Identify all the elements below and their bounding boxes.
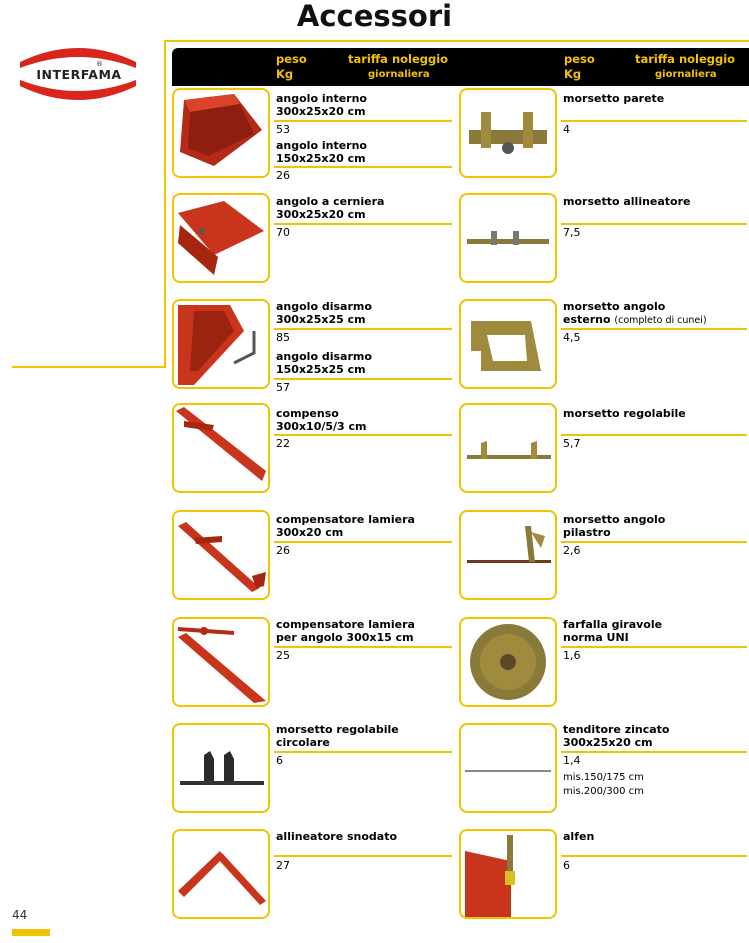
logo-text: INTERFAMA (36, 67, 122, 82)
item-name: angolo interno (276, 139, 367, 152)
item-name: morsetto allineatore (563, 195, 691, 208)
row-line (561, 328, 747, 330)
item-name: tenditore zincato (563, 723, 670, 736)
product-image-compensatore-angolo (172, 617, 270, 707)
header-right-tariff-sub: giornaliera (655, 69, 717, 80)
item-name: farfalla giravole (563, 618, 663, 631)
product-image-morsetto-angolo-esterno (459, 299, 557, 389)
item-size: 150x25x20 cm (276, 152, 366, 165)
item-size (563, 314, 707, 327)
item-name: morsetto angolo (563, 300, 666, 313)
item-name: angolo a cerniera (276, 195, 385, 208)
item-weight: 4,5 (563, 331, 581, 344)
table-header (172, 48, 749, 86)
row-line (274, 328, 452, 330)
item-name: alfen (563, 830, 595, 843)
item-weight: 26 (276, 169, 290, 182)
item-weight: 53 (276, 123, 290, 136)
item-size: per angolo 300x15 cm (276, 631, 414, 644)
item-size: 150x25x25 cm (276, 363, 366, 376)
row-line (561, 120, 747, 122)
item-name: angolo disarmo (276, 350, 372, 363)
item-name: morsetto regolabile (563, 407, 686, 420)
item-size: 300x25x20 cm (563, 736, 653, 749)
product-image-alfen (459, 829, 557, 919)
page-number-bar (12, 929, 50, 936)
item-extra: mis.150/175 cm (563, 772, 644, 783)
row-line (561, 855, 747, 857)
header-left-weight-unit: Kg (276, 67, 294, 81)
header-left-weight: peso (276, 52, 307, 66)
product-image-angolo-disarmo (172, 299, 270, 389)
interfama-logo (12, 40, 144, 110)
row-line (274, 751, 452, 753)
item-name: compensatore lamiera (276, 513, 415, 526)
row-line (561, 751, 747, 753)
product-image-morsetto-pilastro (459, 510, 557, 600)
product-image-morsetto-allineatore (459, 193, 557, 283)
header-right-tariff: tariffa noleggio (635, 52, 736, 66)
item-weight: 7,5 (563, 226, 581, 239)
item-name: angolo disarmo (276, 300, 372, 313)
row-line (274, 855, 452, 857)
row-line (274, 223, 452, 225)
product-image-morsetto-regolabile (459, 403, 557, 493)
row-line (561, 541, 747, 543)
row-line (274, 434, 452, 436)
header-right-weight-unit: Kg (564, 67, 582, 81)
product-image-morsetto-parete (459, 88, 557, 178)
row-line (274, 646, 452, 648)
item-weight: 1,6 (563, 649, 581, 662)
item-size: 300x25x20 cm (276, 105, 366, 118)
item-name: allineatore snodato (276, 830, 398, 843)
item-name: morsetto angolo (563, 513, 666, 526)
row-line (274, 120, 452, 122)
row-line (274, 541, 452, 543)
product-image-farfalla-giravole (459, 617, 557, 707)
product-image-angolo-interno (172, 88, 270, 178)
item-name: morsetto parete (563, 92, 665, 105)
item-weight: 22 (276, 437, 290, 450)
item-weight: 1,4 (563, 754, 581, 767)
frame-top-line (164, 40, 749, 42)
item-name: angolo interno (276, 92, 367, 105)
row-line (561, 223, 747, 225)
item-size: 300x20 cm (276, 526, 344, 539)
item-weight: 6 (276, 754, 283, 767)
row-line (274, 378, 452, 380)
row-line (274, 166, 452, 168)
item-extra: mis.200/300 cm (563, 786, 644, 797)
frame-left-line (164, 40, 166, 368)
item-size: norma UNI (563, 631, 629, 644)
product-image-tenditore-zincato (459, 723, 557, 813)
page-title: Accessori (296, 0, 453, 33)
header-left-tariff: tariffa noleggio (348, 52, 449, 66)
item-size: 300x10/5/3 cm (276, 420, 367, 433)
item-weight: 27 (276, 859, 290, 872)
product-image-morsetto-circolare (172, 723, 270, 813)
item-weight: 85 (276, 331, 290, 344)
item-weight: 2,6 (563, 544, 581, 557)
item-weight: 57 (276, 381, 290, 394)
row-line (561, 434, 747, 436)
item-size: 300x25x25 cm (276, 313, 366, 326)
item-size-text: esterno (563, 313, 611, 326)
header-left-tariff-sub: giornaliera (368, 69, 430, 80)
product-image-allineatore-snodato (172, 829, 270, 919)
item-weight: 5,7 (563, 437, 581, 450)
product-image-compenso (172, 403, 270, 493)
item-weight: 25 (276, 649, 290, 662)
header-right-weight: peso (564, 52, 595, 66)
item-name: compensatore lamiera (276, 618, 415, 631)
product-image-compensatore-lamiera (172, 510, 270, 600)
page-number: 44 (12, 908, 28, 922)
item-size: 300x25x20 cm (276, 208, 366, 221)
item-weight: 70 (276, 226, 290, 239)
item-size: pilastro (563, 526, 611, 539)
item-weight: 26 (276, 544, 290, 557)
row-line (561, 646, 747, 648)
item-name: compenso (276, 407, 339, 420)
item-weight: 4 (563, 123, 570, 136)
item-size: circolare (276, 736, 330, 749)
registered-mark: ® (96, 60, 103, 68)
item-name: morsetto regolabile (276, 723, 399, 736)
product-image-angolo-cerniera (172, 193, 270, 283)
item-weight: 6 (563, 859, 570, 872)
item-note: (completo di cunei) (614, 315, 707, 326)
frame-side-line (12, 366, 166, 368)
